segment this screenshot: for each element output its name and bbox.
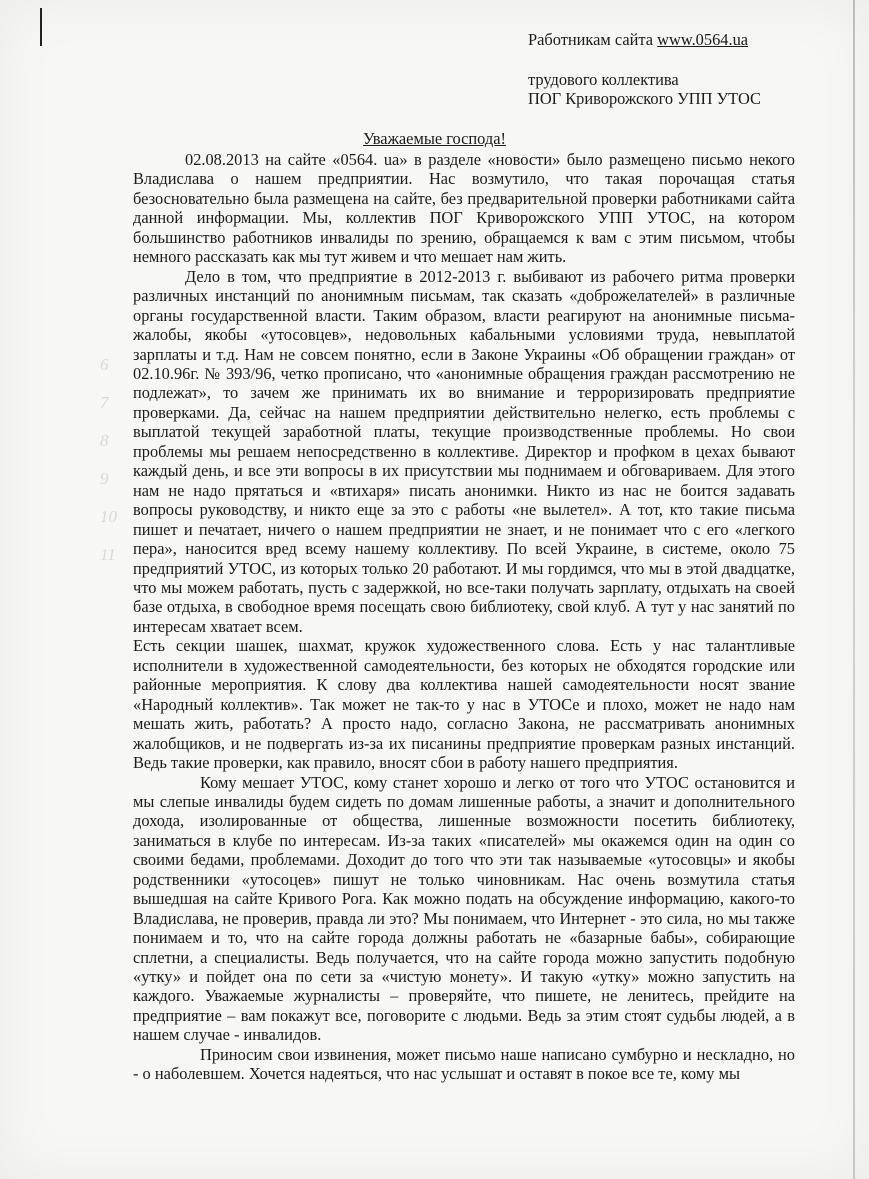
- addressee-prefix: Работникам сайта: [528, 30, 658, 49]
- page-edge-shadow: [853, 0, 855, 1179]
- addressee-line: [528, 30, 848, 50]
- scan-edge-mark: [40, 8, 42, 46]
- sender-line-2: ПОГ Криворожского УПП УТОС: [528, 89, 761, 108]
- bleed-through-marks: 6 7 8 9 10 11: [100, 355, 117, 564]
- addressee-url-link[interactable]: www.0564.ua: [657, 30, 749, 49]
- paragraph-3: Есть секции шашек, шахмат, кружок художественного слова. Есть у нас талантливые исполнители в художественной самодеятельности, без которых не обходятся городские или районные мероприятия. К слову два коллектива нашей самодеятельности носят звание «Народный коллектив». Так может не так-то у нас в УТОСе и плохо, может не надо нам мешать жить, работать? А просто надо, согласно Закона, не рассматривать анонимных жалобщиков, и не подвергать из-за их писанины предприятие проверкам разных инстанций. Ведь такие проверки, как правило, вносят сбои в работу нашего предприятия.: [133, 636, 795, 773]
- paragraph-5: Приносим свои извинения, может письмо наше написано сумбурно и нескладно, но - о наболевшем. Хочется надеяться, что нас услышат и оставят в покое все те, кому мы: [133, 1044, 795, 1084]
- sender-line-1: трудового коллектива: [528, 70, 679, 89]
- paragraph-1: 02.08.2013 на сайте «0564. ua» в разделе «новости» было размещено письмо некого Владислава о нашем предприятии. Нас возмутило, что такая порочащая статья безосновательно была размещена на сайте, без предварительной проверки работниками сайта данной информации. Мы, коллектив ПОГ Криворожского УПП УТОС, на котором большинство работников инвалиды по зрению, обращаемся к вам с этим письмом, чтобы немного рассказать как мы тут живем и что мешает нам жить.: [133, 150, 795, 267]
- letter-body: [133, 150, 795, 1084]
- letter-title: Уважаемые господа!: [363, 129, 506, 148]
- paragraph-4: Кому мешает УТОС, кому станет хорошо и легко от того что УТОС остановится и мы слепые инвалиды будем сидеть по домам лишенные работы, а значит и дополнительного дохода, изолированные от общества, лишенные возможности посетить библиотеку, заниматься в клубе по интересам. Из-за таких «писателей» мы окажемся один на один со своими бедами, проблемами. Доходит до того что эти так называемые «утосовцы» и якобы родственники «утосоцев» пишут не только чиновникам. Нас очень возмутила статья вышедшая на сайте Кривого Рога. Как можно подать на обсуждение информацию, какого-то Владислава, не проверив, правда ли это? Мы понимаем, что Интернет - это сила, но мы также понимаем и то, что на сайте города должны работать не «базарные бабы», собирающие сплетни, а специалисты. Ведь получается, что на сайте города можно запустить подобную «утку» и пойдет она по сети за «чистую монету». И такую «утку» можно запустить на каждого. Уважаемые журналисты – проверяйте, что пишете, не ленитесь, прейдите на предприятие – вам покажут все, поговорите с людьми. Ведь за этим стоят судьбы людей, а в нашем случае - инвалидов.: [133, 772, 795, 1045]
- paragraph-2: Дело в том, что предприятие в 2012-2013 г. выбивают из рабочего ритма проверки различных инстанций по анонимным письмам, так сказать «доброжелателей» в различные органы государственной власти. Таким образом, власти реагируют на анонимные письма-жалобы, якобы «утосовцев», недовольных кабальными условиями труда, невыплатой зарплаты и т.д. Нам не совсем понятно, если в Законе Украины «Об обращении граждан» от 02.10.96г. № 393/96, четко прописано, что «анонимные обращения граждан рассмотрению не подлежат», то зачем же принимать их во внимание и терроризировать предприятие проверками. Да, сейчас на нашем предприятии действительно нелегко, есть проблемы с выплатой текущей заработной платы, текущие производственные проблемы. Но свои проблемы мы решаем непосредственно в коллективе. Директор и профком в цехах бывают каждый день, и все эти вопросы в их присутствии мы поднимаем и обговариваем. Для этого нам не надо прятаться и «втихаря» писать анонимки. Никто из нас не боится задавать вопросы руководству, и никто еще за это с работы «не вылетел». А тот, кто такие письма пишет и печатает, ничего о нашем предприятии не знает, и не понимает что с его «легкого пера», наносится вред всему нашему коллективу. По всей Украине, в системе, около 75 предприятий УТОС, из которых только 20 работают. И мы гордимся, что мы в этой двадцатке, что мы можем работать, пусть с задержкой, но все-таки получать зарплату, отдыхать на своей базе отдыха, в свободное время посещать свою библиотеку, свой клуб. А тут у нас занятий по интересам хватает всем.: [133, 266, 795, 636]
